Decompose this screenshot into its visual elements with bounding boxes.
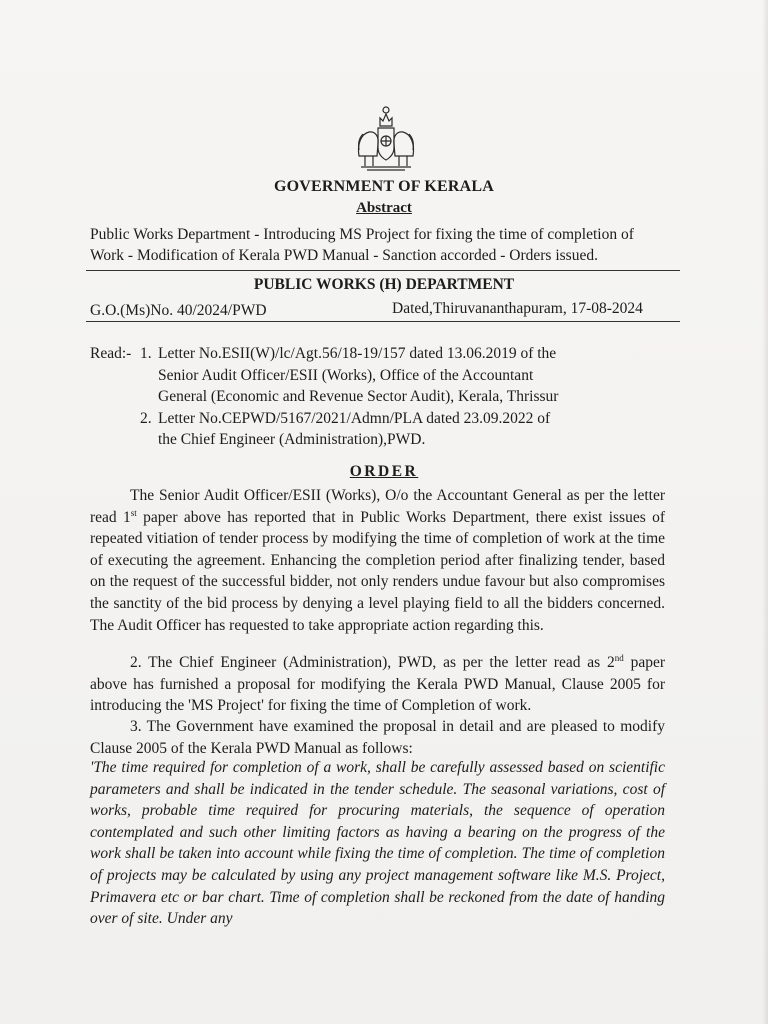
read-label: Read:- bbox=[90, 345, 132, 362]
kerala-state-emblem-icon bbox=[355, 104, 417, 172]
reference-line: General (Economic and Revenue Sector Audit), Kerala, Thrissur bbox=[158, 388, 559, 405]
dated-line: Dated,Thiruvananthapuram, 17-08-2024 bbox=[392, 300, 643, 317]
go-number: G.O.(Ms)No. 40/2024/PWD bbox=[90, 302, 267, 319]
government-title: GOVERNMENT OF KERALA bbox=[273, 178, 494, 195]
reference-line: the Chief Engineer (Administration),PWD. bbox=[158, 431, 426, 448]
subject-line: Public Works Department - Introducing MS Project for fixing the time of completion of Work - Modification of Kerala PWD Manual - Sanction accorded - Orders issued. bbox=[90, 226, 634, 264]
reference-line: Letter No.ESII(W)/lc/Agt.56/18-19/157 dated 13.06.2019 of the bbox=[158, 345, 557, 362]
divider-bottom bbox=[86, 321, 680, 322]
reference-number: 1. bbox=[140, 345, 152, 362]
department-title: PUBLIC WORKS (H) DEPARTMENT bbox=[253, 276, 515, 293]
reference-line: Senior Audit Officer/ESII (Works), Office of the Accountant bbox=[158, 366, 534, 384]
order-heading: ORDER bbox=[349, 463, 419, 480]
order-paragraph-1: The Senior Audit Officer/ESII (Works), O/o the Accountant General as per the letter read 1st paper above has reported that in Public Works Department, there exist issues of repeated vitiation of tender process by modifying the time of completion of work at the time of executing the agreement. Enhancing the completion period after finalizing tender, based on the request of the successful bidder, not only renders undue favour but also compromises the sanctity of the bid process by denying a level playing field to all the bidders concerned. The Audit Officer has requested to take appropriate action regarding this. bbox=[90, 487, 666, 634]
manual-clause-quote: 'The time required for completion of a work, shall be carefully assessed based on scientific parameters and shall be indicated in the tender schedule. The seasonal variations, cost of works, probable time required for procuring materials, the sequence of operation contemplated and such other limiting factors as having a bearing on the progress of the work shall be taken into account while fixing the time of completion. The time of completion of projects may be calculated by using any project management software like M.S. Project, Primavera etc or bar chart. Time of completion shall be reckoned from the date of handing over of site. Under any bbox=[90, 759, 665, 928]
reference-line: Letter No.CEPWD/5167/2021/Admn/PLA dated 23.09.2022 of bbox=[158, 409, 551, 427]
order-paragraph-2: 2. The Chief Engineer (Administration), PWD, as per the letter read as 2nd paper above has furnished a proposal for modifying the Kerala PWD Manual, Clause 2005 for introducing the 'MS Project' for fixing the time of Completion of work. bbox=[90, 652, 665, 715]
order-paragraph-3: 3. The Government have examined the proposal in detail and are pleased to modify Clause 2005 of the Kerala PWD Manual as follows: bbox=[90, 718, 665, 757]
divider-top bbox=[86, 270, 680, 271]
abstract-heading: Abstract bbox=[356, 200, 412, 216]
page-edge-shadow bbox=[762, 0, 768, 1024]
reference-number: 2. bbox=[140, 409, 152, 427]
